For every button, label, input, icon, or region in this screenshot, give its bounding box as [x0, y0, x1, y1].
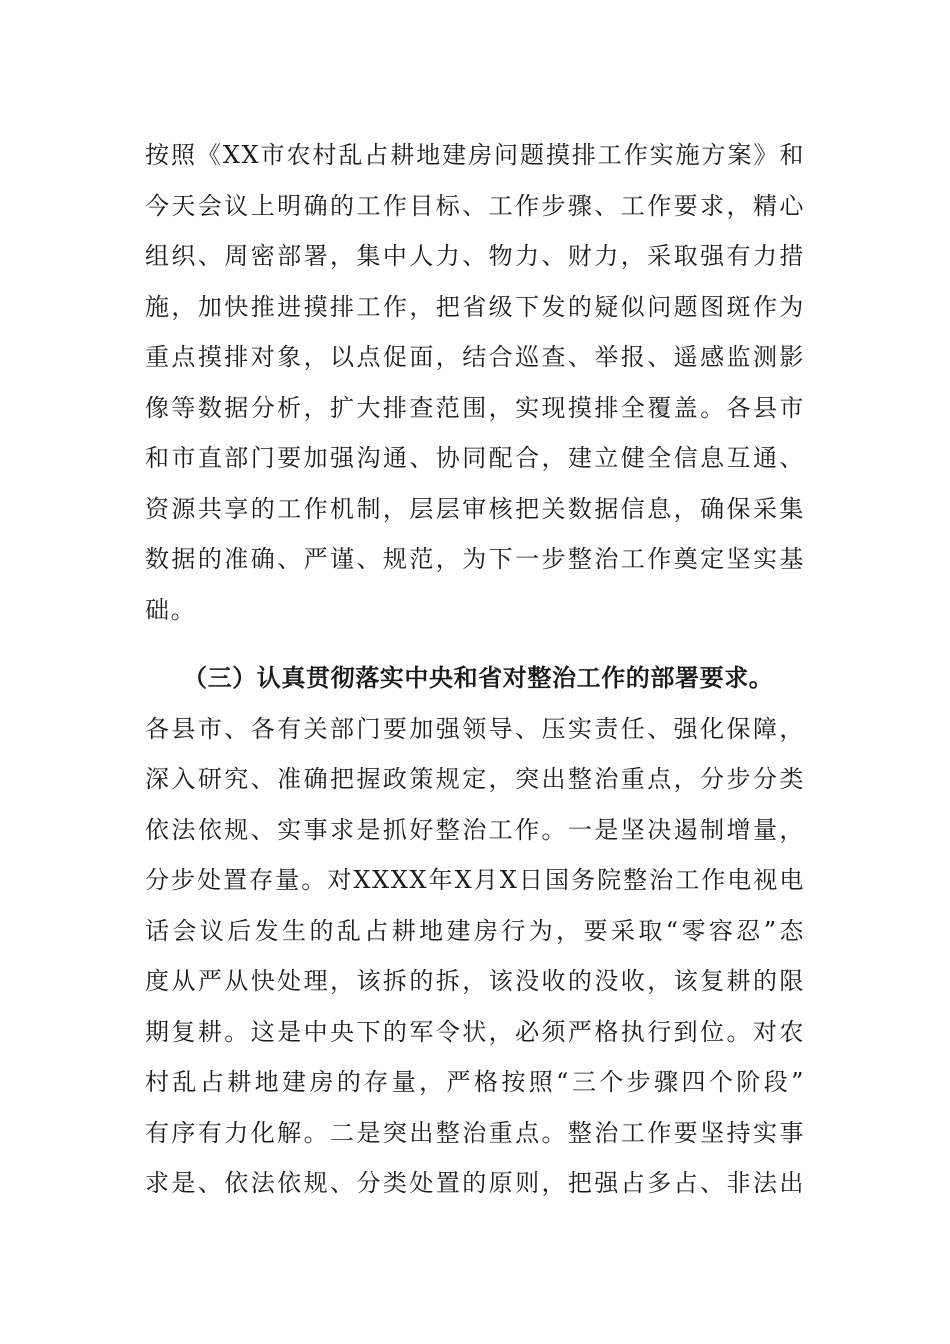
text-line: 村乱占耕地建房的存量，严格按照“三个步骤四个阶段” — [145, 1068, 805, 1096]
text-line: 话会议后发生的乱占耕地建房行为，要采取“零容忍”态 — [145, 916, 805, 945]
section-3 — [145, 653, 805, 704]
text-line: 度从严从快处理，该拆的拆，该没收的没收，该复耕的限 — [145, 967, 805, 995]
text-line: 依法依规、实事求是抓好整治工作。一是坚决遏制增量， — [145, 815, 805, 844]
paragraph-1 — [145, 130, 805, 635]
text-line: 求是、依法依规、分类处置的原则，把强占多占、非法出 — [145, 1169, 805, 1197]
text-line: 有序有力化解。二是突出整治重点。整治工作要坚持实事 — [145, 1118, 805, 1147]
text-line: 施，加快推进摸排工作，把省级下发的疑似问题图斑作为 — [145, 292, 805, 321]
text-line: 资源共享的工作机制，层层审核把关数据信息，确保采集 — [145, 494, 805, 523]
section-heading: （三）认真贯彻落实中央和省对整治工作的部署要求。 — [183, 664, 774, 692]
text-line: 深入研究、准确把握政策规定，突出整治重点，分步分类 — [145, 765, 805, 793]
text-line: 按照《XX市农村乱占耕地建房问题摸排工作实施方案》和 — [145, 141, 805, 169]
text-line: 和市直部门要加强沟通、协同配合，建立健全信息互通、 — [145, 444, 805, 472]
paragraph-2 — [145, 704, 805, 1209]
text-line: 期复耕。这是中央下的军令状，必须严格执行到位。对农 — [145, 1017, 805, 1046]
text-line: 数据的准确、严谨、规范，为下一步整治工作奠定坚实基 — [145, 545, 805, 573]
text-line: 今天会议上明确的工作目标、工作步骤、工作要求，精心 — [145, 191, 805, 220]
text-line: 像等数据分析，扩大排查范围，实现摸排全覆盖。各县市 — [145, 393, 805, 422]
text-line: 组织、周密部署，集中人力、物力、财力，采取强有力措 — [145, 242, 805, 270]
text-line: 各县市、各有关部门要加强领导、压实责任、强化保障， — [145, 714, 805, 743]
text-line: 重点摸排对象，以点促面，结合巡查、举报、遥感监测影 — [145, 343, 805, 371]
text-line: 础。 — [145, 595, 197, 624]
paragraph-gap — [145, 635, 805, 653]
text-line: 分步处置存量。对XXXX年X月X日国务院整治工作电视电 — [145, 866, 805, 894]
document-page — [145, 130, 805, 1209]
